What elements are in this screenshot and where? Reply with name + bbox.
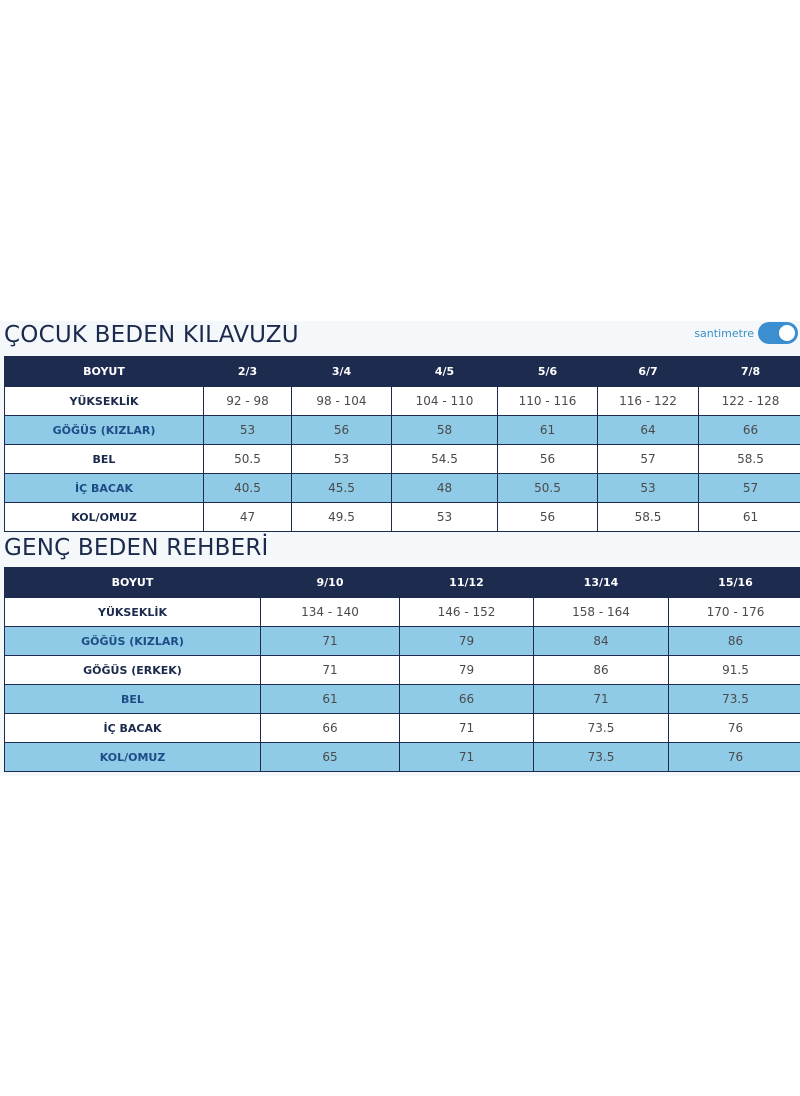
- table-cell: 158 - 164: [534, 598, 669, 627]
- table-row: [5, 416, 800, 445]
- table-row: [5, 656, 800, 685]
- table-header-row: [5, 357, 800, 387]
- row-label: KOL/OMUZ: [5, 743, 261, 772]
- row-label: GÖĞÜS (KIZLAR): [5, 416, 204, 445]
- table-cell: 40.5: [204, 474, 292, 503]
- table-cell: 57: [598, 445, 699, 474]
- table-cell: 48: [392, 474, 498, 503]
- table-cell: 73.5: [534, 714, 669, 743]
- table-cell: 57: [699, 474, 800, 503]
- table-cell: 170 - 176: [669, 598, 800, 627]
- table-row: [5, 685, 800, 714]
- table-cell: 73.5: [669, 685, 800, 714]
- table-header-row: [5, 568, 800, 598]
- table-cell: 92 - 98: [204, 387, 292, 416]
- table-cell: 64: [598, 416, 699, 445]
- table-cell: 98 - 104: [292, 387, 392, 416]
- row-label: KOL/OMUZ: [5, 503, 204, 532]
- table-cell: 49.5: [292, 503, 392, 532]
- teen-size-guide-title: GENÇ BEDEN REHBERİ: [4, 535, 269, 561]
- table-cell: 84: [534, 627, 669, 656]
- table-cell: 146 - 152: [400, 598, 534, 627]
- table-cell: 53: [292, 445, 392, 474]
- table-cell: 61: [699, 503, 800, 532]
- table-cell: 86: [669, 627, 800, 656]
- row-label: İÇ BACAK: [5, 714, 261, 743]
- unit-switch[interactable]: [758, 322, 798, 344]
- unit-toggle-label: santimetre: [694, 326, 754, 340]
- table-cell: 45.5: [292, 474, 392, 503]
- row-label: GÖĞÜS (KIZLAR): [5, 627, 261, 656]
- table-cell: 134 - 140: [261, 598, 400, 627]
- row-label: GÖĞÜS (ERKEK): [5, 656, 261, 685]
- header-cell: 5/6: [498, 357, 598, 387]
- table-row: [5, 598, 800, 627]
- child-size-table: [4, 356, 800, 532]
- table-cell: 50.5: [204, 445, 292, 474]
- header-cell: BOYUT: [5, 568, 261, 598]
- table-cell: 71: [534, 685, 669, 714]
- table-cell: 58.5: [699, 445, 800, 474]
- table-row: [5, 503, 800, 532]
- header-cell: 4/5: [392, 357, 498, 387]
- child-size-guide-title: ÇOCUK BEDEN KILAVUZU: [4, 322, 299, 348]
- row-label: İÇ BACAK: [5, 474, 204, 503]
- unit-toggle[interactable]: [694, 321, 798, 345]
- table-cell: 76: [669, 714, 800, 743]
- table-cell: 58.5: [598, 503, 699, 532]
- header-cell: 13/14: [534, 568, 669, 598]
- header-cell: 9/10: [261, 568, 400, 598]
- table-cell: 66: [261, 714, 400, 743]
- table-cell: 61: [498, 416, 598, 445]
- table-row: [5, 445, 800, 474]
- table-cell: 91.5: [669, 656, 800, 685]
- row-label: YÜKSEKLİK: [5, 387, 204, 416]
- table-cell: 76: [669, 743, 800, 772]
- table-row: [5, 714, 800, 743]
- table-cell: 71: [400, 714, 534, 743]
- header-cell: 6/7: [598, 357, 699, 387]
- header-cell: 2/3: [204, 357, 292, 387]
- table-cell: 71: [261, 656, 400, 685]
- table-cell: 66: [400, 685, 534, 714]
- header-cell: 11/12: [400, 568, 534, 598]
- table-row: [5, 474, 800, 503]
- row-label: YÜKSEKLİK: [5, 598, 261, 627]
- table-cell: 122 - 128: [699, 387, 800, 416]
- row-label: BEL: [5, 445, 204, 474]
- header-cell: 15/16: [669, 568, 800, 598]
- table-row: [5, 627, 800, 656]
- table-cell: 58: [392, 416, 498, 445]
- table-cell: 110 - 116: [498, 387, 598, 416]
- table-cell: 71: [261, 627, 400, 656]
- row-label: BEL: [5, 685, 261, 714]
- table-cell: 65: [261, 743, 400, 772]
- table-cell: 47: [204, 503, 292, 532]
- table-cell: 73.5: [534, 743, 669, 772]
- header-cell: BOYUT: [5, 357, 204, 387]
- table-cell: 116 - 122: [598, 387, 699, 416]
- header-cell: 7/8: [699, 357, 800, 387]
- teen-size-table: [4, 567, 800, 772]
- table-cell: 56: [498, 503, 598, 532]
- table-cell: 104 - 110: [392, 387, 498, 416]
- switch-knob: [779, 325, 795, 341]
- table-cell: 61: [261, 685, 400, 714]
- table-row: [5, 743, 800, 772]
- header-cell: 3/4: [292, 357, 392, 387]
- table-row: [5, 387, 800, 416]
- table-cell: 53: [204, 416, 292, 445]
- table-cell: 71: [400, 743, 534, 772]
- table-cell: 86: [534, 656, 669, 685]
- table-cell: 56: [498, 445, 598, 474]
- table-cell: 53: [392, 503, 498, 532]
- table-cell: 53: [598, 474, 699, 503]
- table-cell: 54.5: [392, 445, 498, 474]
- table-cell: 79: [400, 656, 534, 685]
- table-cell: 79: [400, 627, 534, 656]
- table-cell: 66: [699, 416, 800, 445]
- table-cell: 56: [292, 416, 392, 445]
- table-cell: 50.5: [498, 474, 598, 503]
